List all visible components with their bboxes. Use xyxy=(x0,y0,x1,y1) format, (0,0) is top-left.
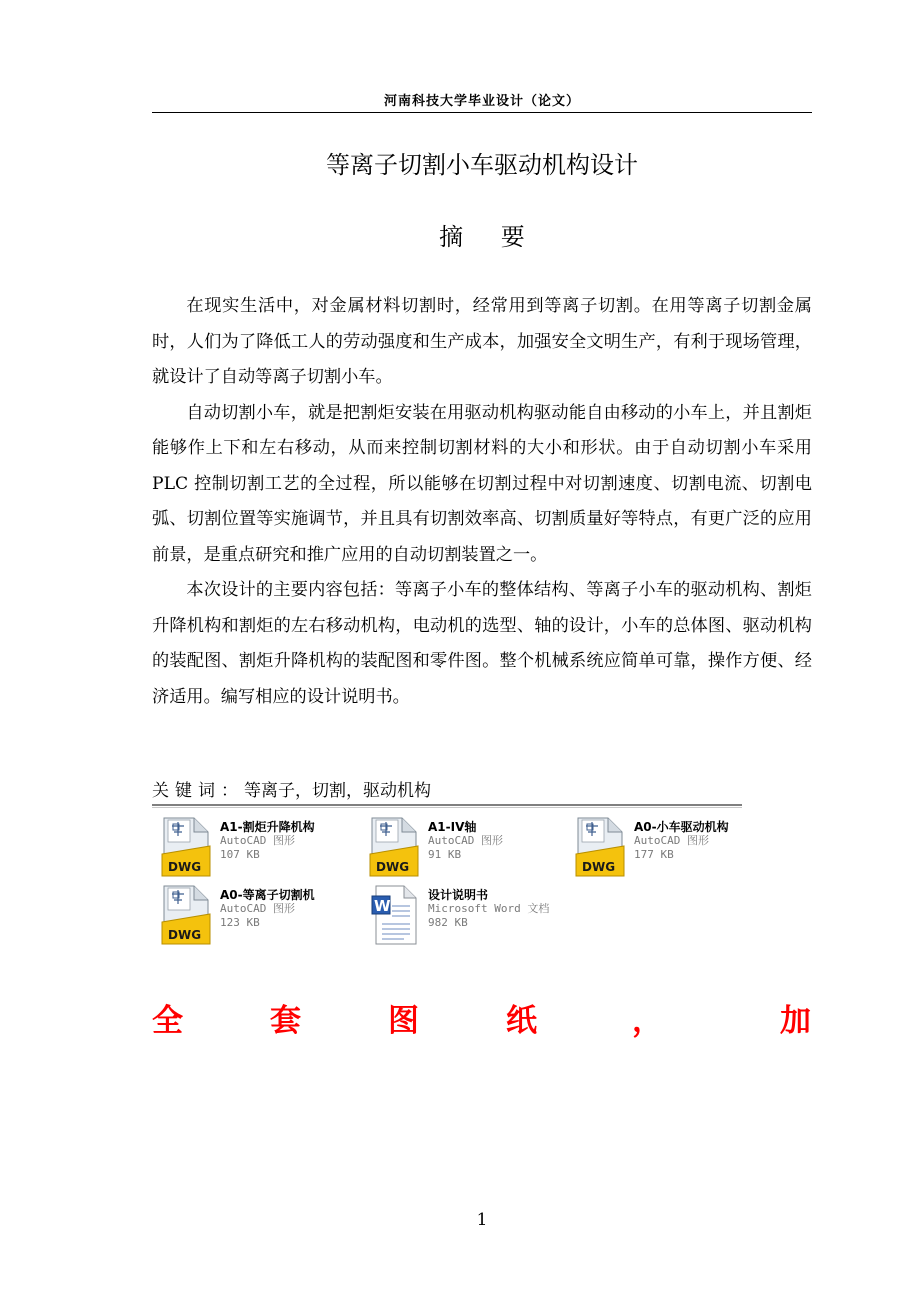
file-type: Microsoft Word 文档 xyxy=(428,902,550,915)
svg-text:DWG: DWG xyxy=(168,928,202,942)
svg-text:DWG: DWG xyxy=(376,860,410,874)
document-title: 等离子切割小车驱动机构设计 xyxy=(326,151,638,179)
file-size: 91 KB xyxy=(428,848,462,861)
promo-char: 全 xyxy=(152,1003,183,1039)
file-type: AutoCAD 图形 xyxy=(220,834,295,847)
promo-char: 套 xyxy=(270,1003,301,1039)
svg-text:W: W xyxy=(374,897,391,915)
dwg-file-icon xyxy=(160,816,212,878)
file-name: A1-IV轴 xyxy=(428,820,477,834)
svg-text:DWG: DWG xyxy=(168,860,202,874)
abstract-heading: 摘 要 xyxy=(439,223,525,251)
file-item-a0-cart-drive[interactable] xyxy=(570,816,742,878)
file-item-a0-plasma-cutter[interactable] xyxy=(156,884,356,946)
word-document-icon xyxy=(368,884,420,946)
file-size: 177 KB xyxy=(634,848,674,861)
file-size: 107 KB xyxy=(220,848,260,861)
panel-divider-shadow xyxy=(152,807,742,808)
promo-char: 图 xyxy=(388,1003,419,1039)
running-header: 河南科技大学毕业设计（论文） xyxy=(383,94,580,109)
promo-char: 纸 xyxy=(506,1003,537,1039)
file-type: AutoCAD 图形 xyxy=(220,902,295,915)
file-item-design-manual[interactable] xyxy=(364,884,584,946)
file-meta xyxy=(220,888,315,930)
panel-divider xyxy=(152,804,742,806)
file-meta xyxy=(634,820,729,862)
dwg-file-icon xyxy=(368,816,420,878)
file-type: AutoCAD 图形 xyxy=(634,834,709,847)
file-meta xyxy=(428,820,503,862)
header-rule xyxy=(152,112,812,113)
svg-text:DWG: DWG xyxy=(582,860,616,874)
promo-text-line xyxy=(152,995,812,1039)
dwg-file-icon xyxy=(160,884,212,946)
keywords-value: 等离子，切割，驱动机构 xyxy=(244,781,431,801)
abstract-paragraph-3: 本次设计的主要内容包括：等离子小车的整体结构、等离子小车的驱动机构、割炬升降机构和割炬的左右移动机构，电动机的选型、轴的设计，小车的总体图、驱动机构的装配图、割炬升降机构的装配图和零件图。整个机械系统应简单可靠，操作方便、经济适用。编写相应的设计说明书。 xyxy=(152,580,812,707)
abstract-body xyxy=(152,289,812,715)
file-type: AutoCAD 图形 xyxy=(428,834,503,847)
file-size: 123 KB xyxy=(220,916,260,929)
promo-char: 加 xyxy=(780,1003,811,1039)
abstract-paragraph-1: 在现实生活中，对金属材料切割时，经常用到等离子切割。在用等离子切割金属时，人们为了降低工人的劳动强度和生产成本，加强安全文明生产，有利于现场管理，就设计了自动等离子切割小车。 xyxy=(152,296,812,387)
file-listing-panel xyxy=(152,804,742,954)
file-item-a1-shaft[interactable] xyxy=(364,816,564,878)
file-meta xyxy=(428,888,549,930)
file-size: 982 KB xyxy=(428,916,468,929)
abstract-paragraph-2: 自动切割小车，就是把割炬安装在用驱动机构驱动能自由移动的小车上，并且割炬能够作上下和左右移动，从而来控制切割材料的大小和形状。由于自动切割小车采用 PLC 控制切割工艺的全过程，所以能够在切割过程中对切割速度、切割电流、切割电弧、切割位置等实施调节，并且具有切割效率高、切割质量好等特点，有更广泛的应用前景，是重点研究和推广应用的自动切割装置之一。 xyxy=(152,402,812,565)
file-name: 设计说明书 xyxy=(428,888,489,902)
dwg-file-icon xyxy=(574,816,626,878)
promo-char: ， xyxy=(632,1003,663,1039)
keywords-line xyxy=(152,776,812,801)
file-name: A1-割炬升降机构 xyxy=(220,820,315,834)
file-name: A0-小车驱动机构 xyxy=(634,820,729,834)
page-number: 1 xyxy=(476,1210,488,1230)
file-meta xyxy=(220,820,315,862)
keywords-label: 关键词： xyxy=(152,781,244,801)
file-item-a1-torch-lift[interactable] xyxy=(156,816,356,878)
file-name: A0-等离子切割机 xyxy=(220,888,315,902)
